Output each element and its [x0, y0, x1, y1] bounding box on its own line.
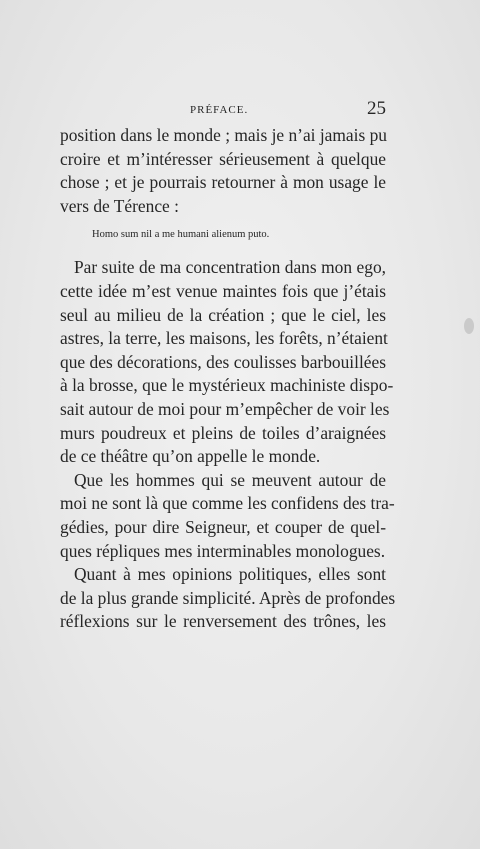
- text-line: gédies, pour dire Seigneur, et couper de quel-: [60, 516, 386, 537]
- page-smudge: [464, 318, 474, 334]
- text-line: que des décorations, des coulisses barbouillées: [60, 351, 386, 372]
- page-number: 25: [367, 98, 386, 119]
- running-head: [60, 100, 386, 122]
- paragraph-3: [60, 469, 395, 563]
- text-line: Quant à mes opinions politiques, elles sont: [74, 564, 386, 585]
- body-text: [60, 124, 396, 634]
- text-line: croire et m’intéresser sérieusement à quelque: [60, 148, 386, 169]
- text-line: sait autour de moi pour m’empêcher de voir les: [60, 398, 390, 419]
- text-line: astres, la terre, les maisons, les forêts, n’étaient: [60, 328, 388, 349]
- text-line: cette idée m’est venue maintes fois que j’étais: [60, 280, 386, 301]
- running-head-title: PRÉFACE.: [190, 104, 249, 116]
- text-line: de la plus grande simplicité. Après de profondes: [60, 587, 396, 608]
- text-line: murs poudreux et pleins de toiles d’araignées: [60, 422, 386, 443]
- text-line: vers de Térence :: [60, 195, 179, 216]
- text-line: Par suite de ma concentration dans mon ego,: [74, 257, 386, 278]
- text-line: de ce théâtre qu’on appelle le monde.: [60, 446, 321, 467]
- text-line: moi ne sont là que comme les confidens des tra-: [60, 493, 395, 514]
- paragraph-2: [60, 256, 394, 468]
- text-line: à la brosse, que le mystérieux machiniste dispo-: [60, 375, 394, 396]
- text-line: ques répliques mes interminables monologues.: [60, 540, 386, 561]
- text-line: seul au milieu de la création ; que le ciel, les: [60, 304, 386, 325]
- text-line: réflexions sur le renversement des trônes, les: [60, 611, 386, 632]
- text-line: Que les hommes qui se meuvent autour de: [74, 469, 386, 490]
- paragraph-1: [60, 124, 386, 218]
- text-line: position dans le monde ; mais je n’ai jamais pu: [60, 125, 387, 145]
- latin-quotation: Homo sum nil a me humani alienum puto.: [92, 229, 270, 241]
- paragraph-4: [60, 563, 396, 634]
- text-line: chose ; et je pourrais retourner à mon usage le: [60, 172, 386, 193]
